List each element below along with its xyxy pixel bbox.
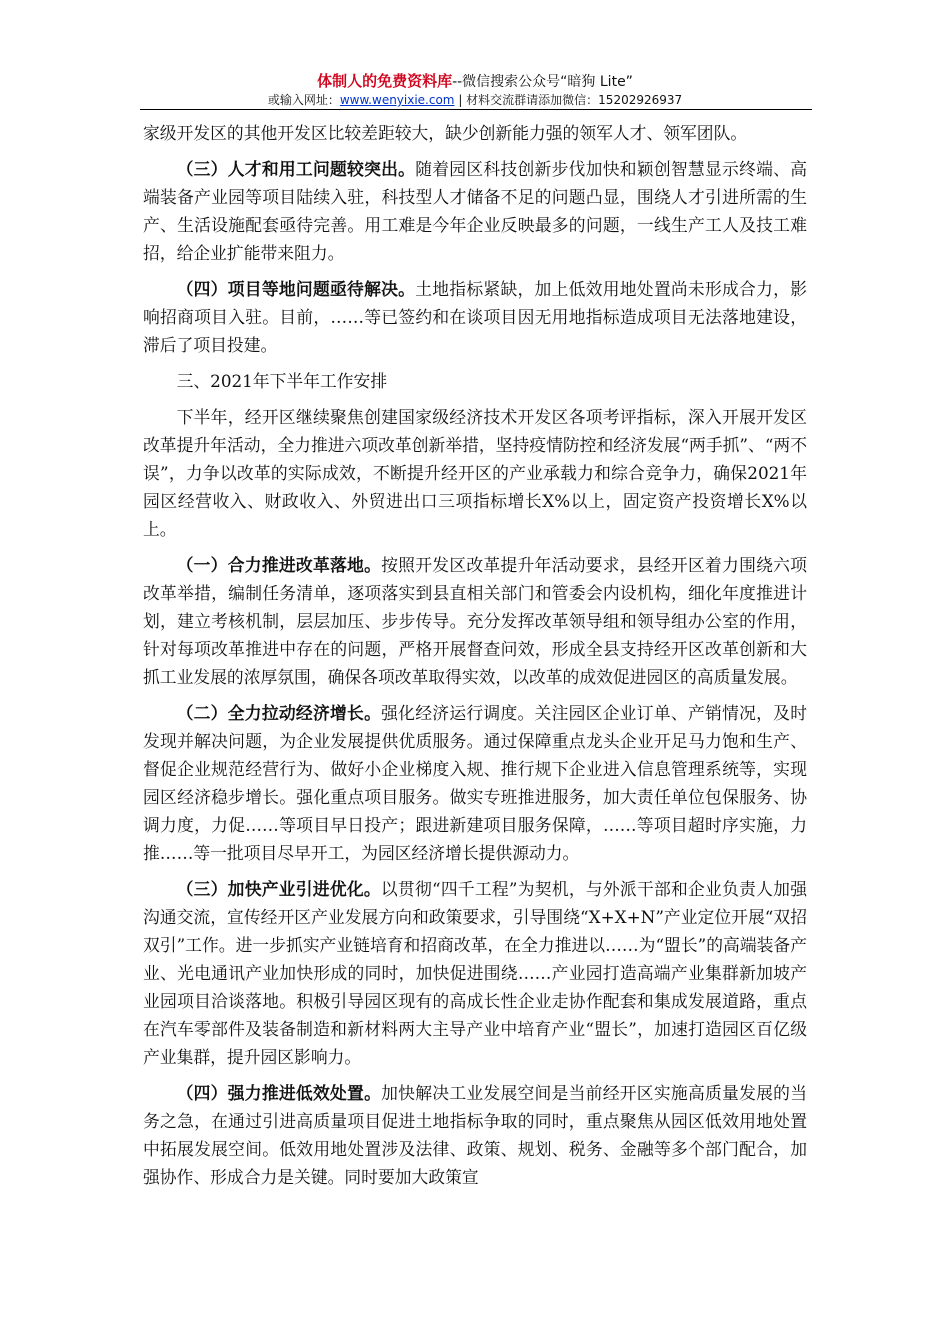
paragraph-text: 随着园区科技创新步伐加快和颖创智慧显示终端、高端装备产业园等项目陆续入驻，科技型人才储备不足的问题凸显，围绕人才引进所需的生产、生活设施配套亟待完善。用工难是今年企业反映最多的问题，一线生产工人及技工难招，给企业扩能带来阻力。: [143, 159, 807, 263]
paragraph-text: 家级开发区的其他开发区比较差距较大，缺少创新能力强的领军人才、领军团队。: [143, 123, 748, 143]
paragraph-reform: [143, 551, 807, 691]
paragraph-lead: （三）加快产业引进优化。: [176, 879, 381, 899]
paragraph-lead: （四）项目等地问题亟待解决。: [176, 279, 416, 299]
paragraph-land-issue: [143, 275, 807, 359]
header-contact: | 材料交流群请添加微信：15202926937: [454, 93, 683, 107]
paragraph-low-efficiency: [143, 1079, 807, 1191]
paragraph-lead: （二）全力拉动经济增长。: [176, 703, 382, 723]
paragraph-plan-intro: [143, 403, 807, 543]
header-divider: [140, 109, 812, 110]
header-line-2: [140, 92, 810, 109]
paragraph-text: 土地指标紧缺，加上低效用地处置尚未形成合力，影响招商项目入驻。目前，……等已签约和在谈项目因无用地指标造成项目无法落地建设，滞后了项目投建。: [143, 279, 807, 355]
paragraph-text: 强化经济运行调度。关注园区企业订单、产销情况，及时发现并解决问题，为企业发展提供优质服务。通过保障重点龙头企业开足马力饱和生产、督促企业规范经营行为、做好小企业梯度入规、推行规下企业进入信息管理系统等，实现园区经济稳步增长。强化重点项目服务。做实专班推进服务，加大责任单位包保服务、协调力度，力促……等项目早日投产；跟进新建项目服务保障，……等项目超时序实施，力推……等一批项目尽早开工，为园区经济增长提供源动力。: [143, 703, 807, 863]
paragraph-economy: [143, 699, 807, 867]
paragraph-text: 按照开发区改革提升年活动要求，县经开区着力围绕六项改革举措，编制任务清单，逐项落实到县直相关部门和管委会内设机构，细化年度推进计划，建立考核机制，层层加压、步步传导。充分发挥改革领导组和领导组办公室的作用，针对每项改革推进中存在的问题，严格开展督查问效，形成全县支持经开区改革创新和大抓工业发展的浓厚氛围，确保各项改革取得实效，以改革的成效促进园区的高质量发展。: [143, 555, 807, 687]
header-brand: 体制人的免费资料库: [317, 72, 453, 90]
paragraph-lead: （四）强力推进低效处置。: [176, 1083, 382, 1103]
paragraph-text: 以贯彻“四千工程”为契机，与外派干部和企业负责人加强沟通交流，宣传经开区产业发展方向和政策要求，引导围绕“X+X+N”产业定位开展“双招双引”工作。进一步抓实产业链培育和招商改革，在全力推进以……为“盟长”的高端装备产业、光电通讯产业加快形成的同时，加快促进围绕……产业园打造高端产业集群新加坡产业园项目洽谈落地。积极引导园区现有的高成长性企业走协作配套和集成发展道路，重点在汽车零部件及装备制造和新材料两大主导产业中培育产业“盟长”，加速打造园区百亿级产业集群，提升园区影响力。: [143, 879, 807, 1067]
section-heading-text: 三、2021年下半年工作安排: [176, 371, 388, 391]
section-heading: [143, 367, 807, 395]
paragraph-continuation: [143, 119, 807, 147]
page-header: [140, 72, 810, 109]
header-url-prefix: 或输入网址：: [267, 93, 340, 107]
paragraph-text: 下半年，经开区继续聚焦创建国家级经济技术开发区各项考评指标，深入开展开发区改革提升年活动，全力推进六项改革创新举措，坚持疫情防控和经济发展“两手抓”、“两不误”，力争以改革的实际成效，不断提升经开区的产业承载力和综合竞争力，确保2021年园区经营收入、财政收入、外贸进出口三项指标增长X%以上，固定资产投资增长X%以上。: [143, 407, 807, 539]
paragraph-lead: （一）合力推进改革落地。: [176, 555, 382, 575]
paragraph-lead: （三）人才和用工问题较突出。: [176, 159, 416, 179]
header-site-link[interactable]: www.wenyixie.com: [339, 93, 455, 107]
paragraph-talent-issue: [143, 155, 807, 267]
header-tagline: --微信搜索公众号“暗狗 Lite”: [452, 74, 633, 90]
paragraph-text: 加快解决工业发展空间是当前经开区实施高质量发展的当务之急，在通过引进高质量项目促进土地指标争取的同时，重点聚焦从园区低效用地处置中拓展发展空间。低效用地处置涉及法律、政策、规划、税务、金融等多个部门配合，加强协作、形成合力是关键。同时要加大政策宣: [143, 1083, 807, 1187]
header-line-1: [140, 72, 810, 92]
document-body: [143, 119, 807, 1199]
paragraph-industry: [143, 875, 807, 1071]
